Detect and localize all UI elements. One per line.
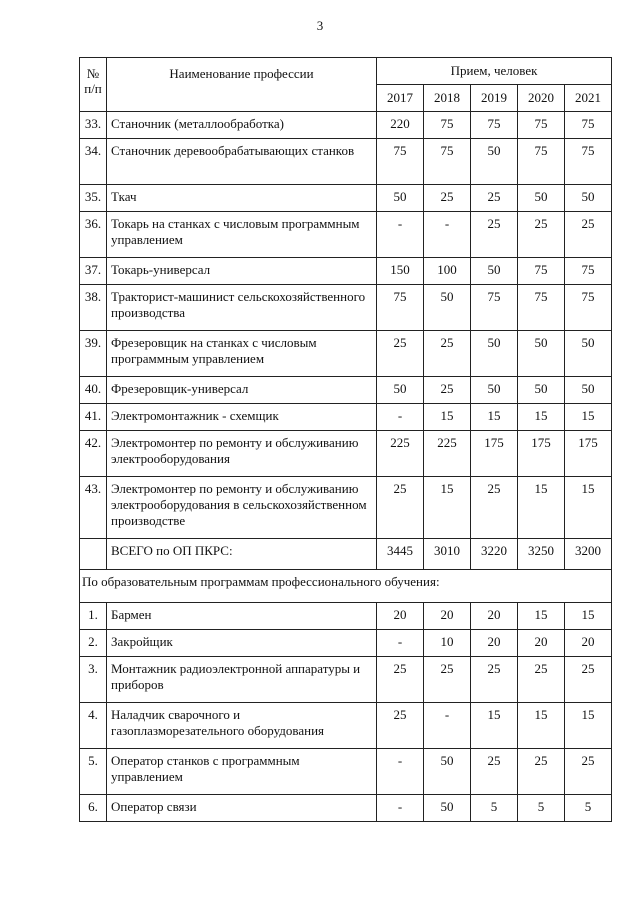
admission-value: 15 (565, 703, 612, 749)
admission-value: 25 (565, 657, 612, 703)
profession-name: Монтажник радиоэлектронной аппаратуры и приборов (107, 657, 377, 703)
profession-name: Ткач (107, 185, 377, 212)
admission-value: 50 (471, 258, 518, 285)
admission-value: 50 (471, 377, 518, 404)
table-row (80, 657, 612, 703)
admission-value: 50 (424, 285, 471, 331)
table-row (80, 404, 612, 431)
table-row (80, 212, 612, 258)
row-number: 5. (80, 749, 107, 795)
admission-value: 175 (471, 431, 518, 477)
table-row (80, 749, 612, 795)
profession-name: Станочник деревообрабатывающих станков (107, 139, 377, 185)
admission-value: 3250 (518, 539, 565, 570)
admission-value: - (377, 749, 424, 795)
row-number: 4. (80, 703, 107, 749)
admission-value: 15 (565, 603, 612, 630)
admission-value: - (377, 212, 424, 258)
admission-value: 15 (471, 404, 518, 431)
admission-value: 25 (377, 477, 424, 539)
header-year: 2021 (565, 85, 612, 112)
admission-value: 50 (518, 331, 565, 377)
profession-name: Электромонтер по ремонту и обслуживанию электрооборудования в сельскохозяйственном производстве (107, 477, 377, 539)
admission-value: 175 (518, 431, 565, 477)
header-year: 2019 (471, 85, 518, 112)
table-row (80, 285, 612, 331)
row-number: 2. (80, 630, 107, 657)
admission-value: 75 (565, 112, 612, 139)
admission-value: 50 (424, 749, 471, 795)
admission-value: 25 (471, 212, 518, 258)
admission-value: 75 (565, 258, 612, 285)
admission-value: 75 (565, 285, 612, 331)
profession-name: Станочник (металлообработка) (107, 112, 377, 139)
admission-value: 3220 (471, 539, 518, 570)
admission-value: 75 (377, 285, 424, 331)
table-row (80, 258, 612, 285)
admission-value: 25 (518, 212, 565, 258)
row-number: 33. (80, 112, 107, 139)
admission-value: - (377, 795, 424, 822)
admission-value: 50 (518, 377, 565, 404)
admission-value: 50 (565, 185, 612, 212)
admission-value: 50 (471, 331, 518, 377)
admission-value: 15 (518, 404, 565, 431)
header-year: 2017 (377, 85, 424, 112)
admission-value: 75 (518, 139, 565, 185)
admission-value: 25 (565, 749, 612, 795)
table-row (80, 703, 612, 749)
header-year: 2020 (518, 85, 565, 112)
profession-name: Электромонтер по ремонту и обслуживанию электрооборудования (107, 431, 377, 477)
profession-name: Бармен (107, 603, 377, 630)
admission-value: 25 (518, 749, 565, 795)
table-row (80, 185, 612, 212)
row-number: 42. (80, 431, 107, 477)
admission-value: 15 (565, 404, 612, 431)
admission-value: 50 (424, 795, 471, 822)
admission-value: 25 (377, 331, 424, 377)
header-admission: Прием, человек (377, 58, 612, 85)
admission-value: 15 (424, 477, 471, 539)
profession-name: Оператор станков с программным управлением (107, 749, 377, 795)
admission-value: 50 (565, 377, 612, 404)
profession-name: ВСЕГО по ОП ПКРС: (107, 539, 377, 570)
table-row (80, 477, 612, 539)
row-number: 1. (80, 603, 107, 630)
table-row (80, 539, 612, 570)
profession-name: Оператор связи (107, 795, 377, 822)
admission-value: 15 (518, 477, 565, 539)
profession-name: Фрезеровщик на станках с числовым программным управлением (107, 331, 377, 377)
admission-value: 5 (518, 795, 565, 822)
admission-value: 25 (377, 703, 424, 749)
admission-value: 75 (565, 139, 612, 185)
admission-value: 25 (424, 377, 471, 404)
row-number: 6. (80, 795, 107, 822)
table-row (80, 331, 612, 377)
admission-value: 50 (471, 139, 518, 185)
admission-value: 75 (471, 112, 518, 139)
header-year: 2018 (424, 85, 471, 112)
profession-name: Фрезеровщик-универсал (107, 377, 377, 404)
table-row (80, 795, 612, 822)
admission-value: 75 (471, 285, 518, 331)
admission-value: 175 (565, 431, 612, 477)
admission-value: 5 (471, 795, 518, 822)
profession-name: Токарь-универсал (107, 258, 377, 285)
admission-value: 225 (424, 431, 471, 477)
profession-name: Наладчик сварочного и газоплазморезательного оборудования (107, 703, 377, 749)
admission-value: 20 (471, 630, 518, 657)
admission-value: 5 (565, 795, 612, 822)
page-number: 3 (316, 18, 324, 33)
admission-value: 15 (424, 404, 471, 431)
admission-value: 25 (424, 657, 471, 703)
admission-value: 15 (471, 703, 518, 749)
admission-value: 150 (377, 258, 424, 285)
admission-value: 3445 (377, 539, 424, 570)
table-row (80, 112, 612, 139)
admission-value: - (377, 404, 424, 431)
admission-value: 25 (471, 749, 518, 795)
admission-value: 100 (424, 258, 471, 285)
admission-value: 3200 (565, 539, 612, 570)
row-number: 43. (80, 477, 107, 539)
row-number: 37. (80, 258, 107, 285)
admission-value: 25 (471, 477, 518, 539)
admission-value: 75 (518, 112, 565, 139)
admission-value: 50 (518, 185, 565, 212)
admission-value: 20 (424, 603, 471, 630)
admission-value: 25 (565, 212, 612, 258)
admission-value: - (424, 703, 471, 749)
header-name: Наименование профессии (107, 58, 377, 112)
table-row (80, 603, 612, 630)
row-number: 36. (80, 212, 107, 258)
admission-value: 75 (377, 139, 424, 185)
admission-value: 25 (471, 657, 518, 703)
row-number: 40. (80, 377, 107, 404)
admission-value: 220 (377, 112, 424, 139)
row-number: 35. (80, 185, 107, 212)
row-number: 39. (80, 331, 107, 377)
admissions-table (79, 57, 612, 822)
row-number: 34. (80, 139, 107, 185)
admission-value: 75 (518, 285, 565, 331)
admission-value: 50 (565, 331, 612, 377)
admission-value: 50 (377, 185, 424, 212)
table-row (80, 431, 612, 477)
admission-value: 75 (424, 112, 471, 139)
row-number: 41. (80, 404, 107, 431)
admission-value: 225 (377, 431, 424, 477)
row-number: 3. (80, 657, 107, 703)
admission-value: 25 (424, 185, 471, 212)
profession-name: Электромонтажник - схемщик (107, 404, 377, 431)
admission-value: 15 (565, 477, 612, 539)
admission-value: - (424, 212, 471, 258)
profession-name: Токарь на станках с числовым программным управлением (107, 212, 377, 258)
table-row (80, 630, 612, 657)
section-title: По образовательным программам профессионального обучения: (80, 570, 612, 603)
admission-value: 25 (377, 657, 424, 703)
profession-name: Закройщик (107, 630, 377, 657)
admission-value: 20 (518, 630, 565, 657)
admission-value: 15 (518, 703, 565, 749)
admission-value: 20 (377, 603, 424, 630)
row-number (80, 539, 107, 570)
admission-value: 25 (471, 185, 518, 212)
profession-name: Тракторист-машинист сельскохозяйственного производства (107, 285, 377, 331)
admission-value: 75 (518, 258, 565, 285)
admission-value: 25 (424, 331, 471, 377)
admission-value: 3010 (424, 539, 471, 570)
table-row (80, 139, 612, 185)
admission-value: 15 (518, 603, 565, 630)
row-number: 38. (80, 285, 107, 331)
admission-value: 20 (565, 630, 612, 657)
admission-value: 25 (518, 657, 565, 703)
table-row (80, 377, 612, 404)
admission-value: 75 (424, 139, 471, 185)
admission-value: 10 (424, 630, 471, 657)
admission-value: 20 (471, 603, 518, 630)
admission-value: 50 (377, 377, 424, 404)
header-num: № п/п (80, 58, 107, 112)
admission-value: - (377, 630, 424, 657)
